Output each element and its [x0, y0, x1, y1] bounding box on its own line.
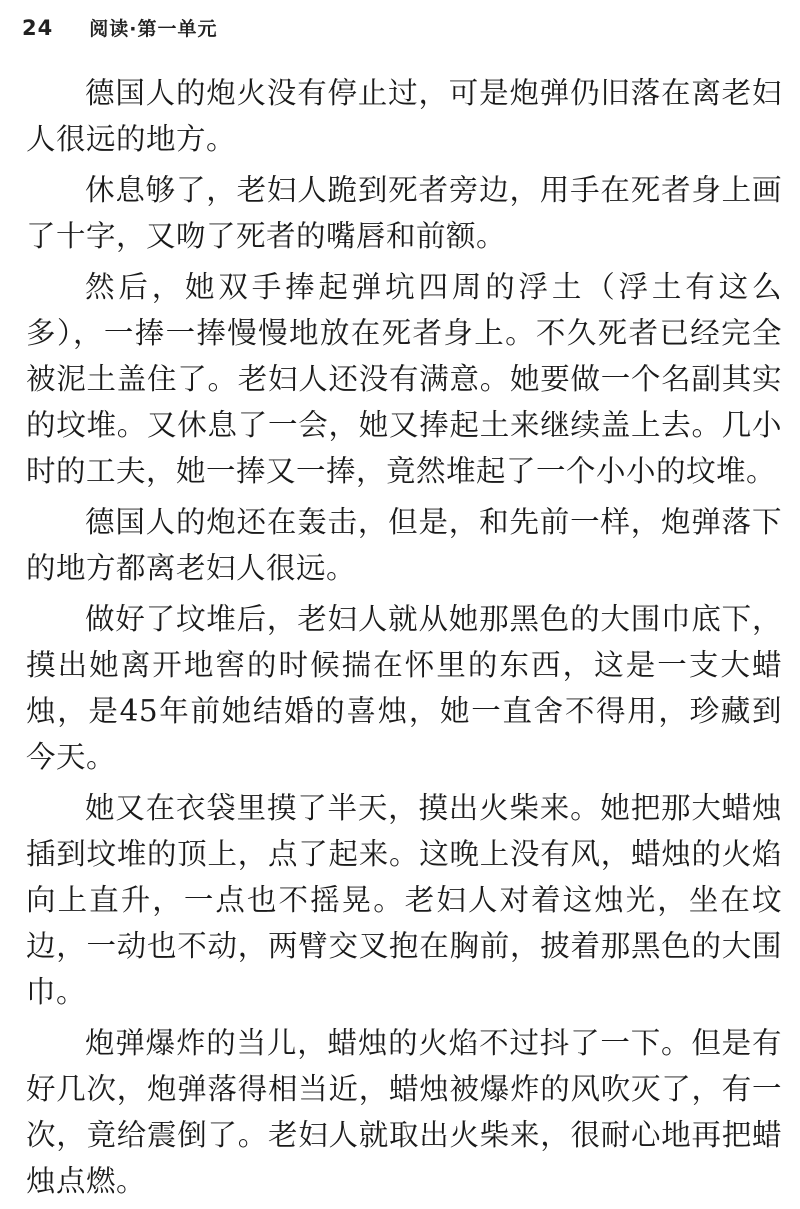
- page-number: 24: [22, 16, 54, 40]
- paragraph-2: 休息够了，老妇人跪到死者旁边，用手在死者身上画了十字，又吻了死者的嘴唇和前额。: [26, 173, 782, 253]
- paragraph-3: 然后，她双手捧起弹坑四周的浮土（浮土有这么多），一捧一捧慢慢地放在死者身上。不久死者已经完全被泥土盖住了。老妇人还没有满意。她要做一个名副其实的坟堆。又休息了一会，她又捧起土来继续盖上去。几小时的工夫，她一捧又一捧，竟然堆起了一个小小的坟堆。: [26, 270, 782, 488]
- paragraph-1: 德国人的炮火没有停止过，可是炮弹仍旧落在离老妇人很远的地方。: [26, 76, 782, 156]
- body-text: [26, 70, 782, 1209]
- section-title: 阅读·第一单元: [89, 18, 218, 40]
- paragraph-4: 德国人的炮还在轰击，但是，和先前一样，炮弹落下的地方都离老妇人很远。: [26, 505, 782, 585]
- paragraph-7: 炮弹爆炸的当儿，蜡烛的火焰不过抖了一下。但是有好几次，炮弹落得相当近，蜡烛被爆炸的风吹灭了，有一次，竟给震倒了。老妇人就取出火柴来，很耐心地再把蜡烛点燃。: [26, 1026, 782, 1198]
- paragraph-5: 做好了坟堆后，老妇人就从她那黑色的大围巾底下，摸出她离开地窖的时候揣在怀里的东西，这是一支大蜡烛，是45年前她结婚的喜烛，她一直舍不得用，珍藏到今天。: [26, 602, 782, 774]
- page-header: [22, 14, 217, 40]
- paragraph-6: 她又在衣袋里摸了半天，摸出火柴来。她把那大蜡烛插到坟堆的顶上，点了起来。这晚上没有风，蜡烛的火焰向上直升，一点也不摇晃。老妇人对着这烛光，坐在坟边，一动也不动，两臂交叉抱在胸前，披着那黑色的大围巾。: [26, 791, 782, 1009]
